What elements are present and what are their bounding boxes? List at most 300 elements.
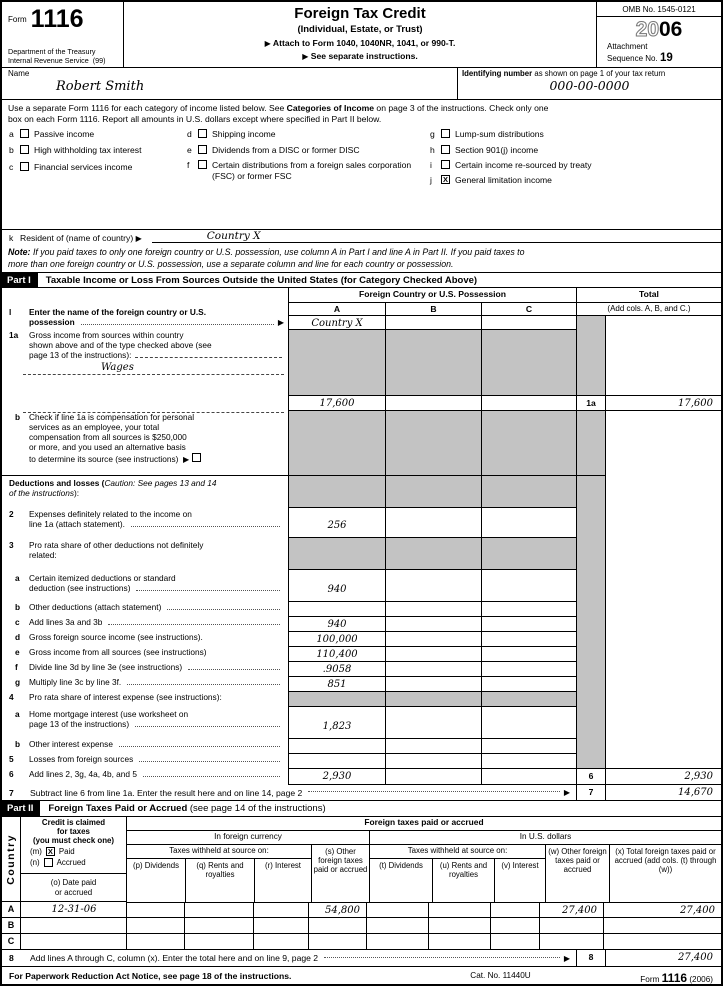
- line-1a-written-entry[interactable]: Wages: [23, 362, 284, 375]
- shaded-cell: [576, 754, 605, 769]
- paid-label: Paid: [58, 847, 75, 857]
- line-8-row: [2, 950, 721, 967]
- line-k-country-input[interactable]: Country X: [152, 230, 721, 243]
- row-c-u-input[interactable]: [428, 934, 490, 949]
- line-1b-number: b: [15, 412, 21, 423]
- part2-header-bar: [2, 801, 721, 817]
- arrow-icon: ▶: [277, 318, 284, 328]
- category-g-checkbox[interactable]: [441, 129, 450, 138]
- line-5-number: 5: [9, 754, 14, 765]
- col-w-header: (w) Other foreign taxes paid or accrued: [545, 845, 609, 902]
- category-f-checkbox[interactable]: [198, 160, 207, 169]
- row-a-v-input[interactable]: [490, 903, 539, 917]
- row-c-v-input[interactable]: [490, 934, 539, 949]
- empty-total-cell: [605, 754, 721, 769]
- dot-leader: [136, 590, 280, 591]
- line-7-total-input[interactable]: 14,670: [605, 785, 721, 800]
- line-k-letter: k: [9, 233, 14, 244]
- part2-taxes-region: [126, 817, 721, 950]
- line-3g-b-input[interactable]: [385, 677, 481, 692]
- shaded-cell: [576, 330, 605, 396]
- line-4-number: 4: [9, 692, 14, 703]
- attachment-sequence: [597, 40, 721, 65]
- shaded-cell: [576, 476, 605, 508]
- empty-total-cell: [605, 662, 721, 677]
- part1-title: Taxable Income or Loss From Sources Outside the United States (for Category Checked Above): [45, 274, 478, 286]
- category-d: [187, 129, 425, 140]
- line-2-number: 2: [9, 509, 14, 520]
- line-3e-b-input[interactable]: [385, 647, 481, 662]
- part2-tag: Part II: [2, 801, 40, 816]
- shaded-cell: [385, 476, 481, 508]
- arrow-icon: ▶: [563, 788, 570, 798]
- part2-title: Foreign Taxes Paid or Accrued (see page 14 of the instructions): [48, 803, 326, 815]
- line-4a-label: a Home mortgage interest (use worksheet on page 13 of the instructions): [2, 707, 288, 739]
- col-o-header: (o) Date paid or accrued: [21, 874, 126, 902]
- accrued-label: Accrued: [56, 857, 86, 867]
- line-4a-value-row: [288, 707, 721, 739]
- form-subtitle: (Individual, Estate, or Trust): [297, 23, 423, 35]
- row-b-s-input[interactable]: [308, 918, 366, 933]
- category-d-label: Shipping income: [212, 129, 276, 140]
- dept-line3: (99): [92, 55, 106, 65]
- line-3a-value-row: [288, 570, 721, 602]
- line-3a-a-input[interactable]: 940: [288, 570, 385, 602]
- row-a-letter: A: [2, 902, 20, 918]
- line-3d-number: d: [15, 632, 21, 643]
- line-3c-number: c: [15, 617, 20, 628]
- form-number-block: [2, 2, 124, 67]
- line-8-row-label: 8: [576, 950, 605, 966]
- line-6-a-input[interactable]: 2,930: [288, 769, 385, 785]
- shaded-cell: [576, 617, 605, 632]
- shaded-cell: [576, 647, 605, 662]
- line-1a-extra-line: [2, 396, 288, 411]
- line-3g-value-row: [288, 677, 721, 692]
- shaded-cell: [576, 602, 605, 617]
- category-f: [187, 160, 425, 181]
- part1-value-columns: [288, 288, 721, 785]
- line-3b-b-input[interactable]: [385, 602, 481, 617]
- us-dollars-header: In U.S. dollars: [369, 831, 721, 844]
- withheld-group-1: [126, 845, 311, 902]
- identifying-number-input[interactable]: 000-00-0000: [549, 78, 630, 94]
- line-l-row: [288, 316, 721, 330]
- empty-total-cell: [605, 330, 721, 396]
- category-j: [430, 175, 718, 186]
- line-l-number: l: [9, 307, 12, 318]
- line-3f-number: f: [15, 662, 18, 673]
- category-d-letter: d: [187, 129, 192, 140]
- line-3b-label: b Other deductions (attach statement): [2, 602, 288, 617]
- line-3e-a-input[interactable]: 110,400: [288, 647, 385, 662]
- row-c-s-input[interactable]: [308, 934, 366, 949]
- line-3e-value-row: [288, 647, 721, 662]
- line-k-row: [2, 229, 721, 244]
- line-2-b-input[interactable]: [385, 508, 481, 538]
- line-3d-value-row: [288, 632, 721, 647]
- category-b-checkbox[interactable]: [20, 145, 29, 154]
- row-b-q-input[interactable]: [184, 918, 253, 933]
- row-a-t-input[interactable]: [366, 903, 428, 917]
- form-number: 1116: [30, 5, 84, 33]
- row-b-w-input[interactable]: [539, 918, 603, 933]
- shaded-cell: [481, 411, 576, 476]
- line-4b-number: b: [15, 739, 21, 750]
- arrow-icon: ▶: [183, 455, 190, 465]
- line-3d-a-input[interactable]: 100,000: [288, 632, 385, 647]
- attachment-label: Attachment: [607, 42, 648, 52]
- shaded-cell: [288, 476, 385, 508]
- shaded-cell: [576, 508, 605, 538]
- see-instruction: ▶ See separate instructions.: [302, 51, 418, 62]
- line-7-number: 7: [9, 787, 14, 798]
- line-7-label: 7 Subtract line 6 from line 1a. Enter the result here and on line 14, page 2 ▶: [9, 787, 570, 798]
- line-3c-b-input[interactable]: [385, 617, 481, 632]
- line-1a-a-input[interactable]: 17,600: [288, 396, 385, 411]
- line-5-a-input[interactable]: [288, 754, 385, 769]
- category-column-3: [430, 129, 718, 190]
- accrued-option: [21, 858, 126, 867]
- part2-row-a: [126, 902, 721, 918]
- shaded-cell: [481, 476, 576, 508]
- categories-of-income-ref: Categories of Income: [286, 103, 375, 113]
- category-g-letter: g: [430, 129, 435, 140]
- line-3f-label: f Divide line 3d by line 3e (see instructions): [2, 662, 288, 677]
- line-2-label: 2 Expenses definitely related to the income on line 1a (attach statement).: [2, 508, 288, 538]
- attach-instruction: ▶ Attach to Form 1040, 1040NR, 1041, or 990-T.: [264, 37, 456, 48]
- line-4b-value-row: [288, 739, 721, 754]
- currency-headers: [126, 831, 721, 845]
- column-headers-row: [126, 845, 721, 902]
- line-3g-number: g: [15, 677, 21, 688]
- dot-leader: [131, 526, 280, 527]
- shaded-cell: [385, 538, 481, 570]
- row-b-x-input[interactable]: [603, 918, 721, 933]
- line-1a-row-label: 1a: [576, 396, 605, 411]
- foreign-currency-header: In foreign currency: [126, 831, 369, 844]
- line-2-a-input[interactable]: 256: [288, 508, 385, 538]
- line-3a-b-input[interactable]: [385, 570, 481, 602]
- form-footer: [2, 967, 721, 985]
- category-h: [430, 145, 718, 156]
- row-a-p-input[interactable]: [126, 903, 184, 917]
- category-g-label: Lump-sum distributions: [455, 129, 544, 140]
- line-1a-value-row: [288, 396, 721, 411]
- line-3f-b-input[interactable]: [385, 662, 481, 677]
- col-q-header: (q) Rents and royalties: [185, 859, 254, 902]
- part2-title-note: (see page 14 of the instructions): [189, 803, 326, 815]
- sequence-label: Sequence No.: [607, 54, 658, 64]
- line-3a-c-input[interactable]: [481, 570, 576, 602]
- category-e-label: Dividends from a DISC or former DISC: [212, 144, 360, 155]
- line-3g-c-input[interactable]: [481, 677, 576, 692]
- shaded-cell: [288, 411, 385, 476]
- arrow-icon: ▶: [135, 234, 142, 244]
- line-6-total-input[interactable]: 2,930: [605, 769, 721, 785]
- category-i-label: Certain income re-sourced by treaty: [455, 159, 592, 170]
- category-j-label: General limitation income: [455, 175, 552, 186]
- dot-leader: [308, 791, 560, 792]
- row-c-date-input[interactable]: [21, 934, 127, 950]
- line-3g-a-input[interactable]: 851: [288, 677, 385, 692]
- dot-leader: [143, 776, 280, 777]
- part2-row-b: [126, 918, 721, 934]
- dot-leader: [324, 957, 560, 958]
- dot-leader: [108, 624, 280, 625]
- note-paragraph: Note: If you paid taxes to only one foreign country or U.S. possession, use column A in Part I and line A in Part II. If you paid taxes to more than one foreign country or U.S. possession, use a separate column and line for each country or possession.: [8, 247, 525, 269]
- line-2-value-row: [288, 508, 721, 538]
- dot-leader: [188, 669, 280, 670]
- line-6-b-input[interactable]: [385, 769, 481, 785]
- column-a-header: A: [288, 303, 385, 316]
- dot-leader: [167, 609, 280, 610]
- shaded-cell: [576, 411, 605, 476]
- line-l-country-c-input[interactable]: [481, 316, 576, 330]
- accrued-letter: (n): [30, 857, 40, 867]
- row-c-p-input[interactable]: [126, 934, 184, 949]
- department-label: [8, 48, 121, 65]
- row-c-q-input[interactable]: [184, 934, 253, 949]
- category-c-checkbox[interactable]: [20, 162, 29, 171]
- year-solid: 06: [659, 18, 683, 42]
- line-4a-c-input[interactable]: [481, 707, 576, 739]
- omb-number: OMB No. 1545-0121: [597, 2, 721, 17]
- category-j-checkbox[interactable]: X: [442, 175, 448, 185]
- row-a-s-input[interactable]: 54,800: [308, 903, 366, 917]
- dot-leader: [127, 684, 280, 685]
- name-label: Name: [8, 69, 30, 78]
- category-a-checkbox[interactable]: [20, 129, 29, 138]
- category-f-label: Certain distributions from a foreign sales corporation (FSC) or former FSC: [212, 159, 412, 181]
- empty-total-cell: [605, 617, 721, 632]
- line-3g-label: g Multiply line 3c by line 3f.: [2, 677, 288, 692]
- name-input[interactable]: Robert Smith: [56, 79, 145, 95]
- line-4a-number: a: [15, 709, 20, 720]
- shaded-cell: [481, 538, 576, 570]
- total-subheader: (Add cols. A, B, and C.): [576, 303, 721, 316]
- category-c: [9, 162, 181, 173]
- note-label: Note:: [8, 247, 31, 258]
- identifying-number-block: [457, 68, 721, 99]
- line-4b-c-input[interactable]: [481, 739, 576, 754]
- line-3c-c-input[interactable]: [481, 617, 576, 632]
- row-c-letter: C: [2, 934, 20, 950]
- line-3b-a-input[interactable]: [288, 602, 385, 617]
- paid-checkbox[interactable]: X: [47, 847, 53, 857]
- row-a-u-input[interactable]: [428, 903, 490, 917]
- part2-country-column: [2, 817, 20, 950]
- category-j-letter: j: [430, 175, 432, 186]
- footer-form-number: 1116: [661, 971, 688, 986]
- foreign-taxes-header: Foreign taxes paid or accrued: [126, 817, 721, 831]
- accrued-checkbox[interactable]: [44, 858, 53, 867]
- line-3d-label: d Gross foreign source income (see instructions).: [15, 632, 203, 643]
- column-c-header: C: [481, 303, 576, 316]
- line-6-number: 6: [9, 769, 14, 780]
- line-6-value-row: [288, 769, 721, 785]
- line-4a-b-input[interactable]: [385, 707, 481, 739]
- intro-paragraph: Use a separate Form 1116 for each category of income listed below. See Categories of Income on page 3 of the instructions. Check only one box on each Form 1116. Report all amounts in U.S. dollars except where specified in Part II below.: [8, 103, 549, 124]
- shaded-cell: [576, 662, 605, 677]
- row-b-t-input[interactable]: [366, 918, 428, 933]
- line-1a-c-input[interactable]: [481, 396, 576, 411]
- deductions-header: Deductions and losses (Caution: See pages 13 and 14 of the instructions):: [9, 478, 217, 499]
- category-column-1: [9, 129, 181, 177]
- line-1a-shaded-block: [288, 330, 721, 396]
- name-field-block: [2, 68, 457, 99]
- row-b-letter: B: [2, 918, 20, 934]
- line-7-row-label: 7: [576, 785, 605, 800]
- column-b-header: B: [385, 303, 481, 316]
- part1-label-column: [2, 288, 288, 785]
- shaded-cell: [288, 330, 385, 396]
- dot-leader: [119, 746, 280, 747]
- row-a-x-input[interactable]: 27,400: [603, 903, 721, 917]
- row-a-r-input[interactable]: [253, 903, 308, 917]
- line-3a-number: a: [15, 573, 20, 584]
- paid-letter: (m): [30, 847, 42, 857]
- category-h-checkbox[interactable]: [441, 145, 450, 154]
- shaded-cell: [576, 677, 605, 692]
- line-3e-c-input[interactable]: [481, 647, 576, 662]
- line-3d-c-input[interactable]: [481, 632, 576, 647]
- shaded-cell: [576, 632, 605, 647]
- line-3e-number: e: [15, 647, 20, 658]
- form-header: [2, 2, 721, 68]
- line-1a-number: 1a: [9, 330, 19, 341]
- line-4b-label: b Other interest expense: [2, 739, 288, 754]
- col-p-header: (p) Dividends: [133, 861, 179, 871]
- paperwork-notice: For Paperwork Reduction Act Notice, see page 18 of the instructions.: [9, 971, 292, 982]
- line-1b-checkbox[interactable]: [192, 453, 201, 462]
- line-4a-a-input[interactable]: 1,823: [288, 707, 385, 739]
- col-t-header: (t) Dividends: [379, 861, 423, 871]
- line-6-c-input[interactable]: [481, 769, 576, 785]
- category-d-checkbox[interactable]: [198, 129, 207, 138]
- shaded-cell: [481, 692, 576, 707]
- category-e: [187, 145, 425, 156]
- part1-table: [2, 288, 721, 785]
- row-a-w-input[interactable]: 27,400: [539, 903, 603, 917]
- line-3d-b-input[interactable]: [385, 632, 481, 647]
- credit-claimed-header: Credit is claimed for taxes (you must check one) (m) X Paid (n) Accrued: [21, 817, 126, 874]
- category-b-label: High withholding tax interest: [34, 144, 142, 155]
- line-2-c-input[interactable]: [481, 508, 576, 538]
- sequence-number: 19: [659, 52, 673, 65]
- empty-total-cell: [605, 538, 721, 570]
- part1-tag: Part I: [2, 273, 38, 287]
- empty-total-cell: [605, 739, 721, 754]
- footer-form-id: Form 1116 (2006): [640, 971, 713, 986]
- line-5-c-input[interactable]: [481, 754, 576, 769]
- row-a-date-input[interactable]: 12-31-06: [21, 902, 127, 918]
- shaded-cell: [385, 411, 481, 476]
- line-3e-label: e Gross income from all sources (see instructions): [15, 647, 207, 658]
- line-1a-total-input[interactable]: 17,600: [605, 396, 721, 411]
- line-l-country-a-input[interactable]: Country X: [288, 316, 385, 330]
- shaded-cell: [576, 538, 605, 570]
- empty-total-cell: [605, 316, 721, 330]
- part1-column-letters: [288, 303, 721, 316]
- line-4b-b-input[interactable]: [385, 739, 481, 754]
- part1-column-group-header: [288, 288, 721, 303]
- row-b-p-input[interactable]: [126, 918, 184, 933]
- line-3f-a-input[interactable]: .9058: [288, 662, 385, 677]
- line-1a-b-input[interactable]: [385, 396, 481, 411]
- category-e-checkbox[interactable]: [198, 145, 207, 154]
- form-title-block: [124, 2, 596, 67]
- category-i: [430, 160, 718, 171]
- part2-row-c: [126, 934, 721, 950]
- empty-total-cell: [605, 570, 721, 602]
- row-b-u-input[interactable]: [428, 918, 490, 933]
- col-s-header: (s) Other foreign taxes paid or accrued: [311, 845, 369, 902]
- row-b-v-input[interactable]: [490, 918, 539, 933]
- fill-in-line: [135, 357, 282, 358]
- line-4-shaded-block: [288, 692, 721, 707]
- line-3c-a-input[interactable]: 940: [288, 617, 385, 632]
- category-i-letter: i: [430, 159, 432, 170]
- line-3f-c-input[interactable]: [481, 662, 576, 677]
- empty-total-cell: [605, 508, 721, 538]
- total-header: Total: [576, 288, 721, 303]
- withheld-1-header: Taxes withheld at source on:: [127, 845, 311, 859]
- row-b-r-input[interactable]: [253, 918, 308, 933]
- form-title: Foreign Tax Credit: [294, 5, 426, 22]
- line-l-country-b-input[interactable]: [385, 316, 481, 330]
- line-3c-label: c Add lines 3a and 3b: [2, 617, 288, 632]
- line-4-label: 4 Pro rata share of interest expense (see instructions):: [9, 692, 222, 703]
- line-k-label: Resident of (name of country): [20, 233, 134, 244]
- row-c-r-input[interactable]: [253, 934, 308, 949]
- line-1a-label: 1a Gross income from sources within country shown above and of the type checked above (see page 13 of the instructions): Wages: [2, 330, 288, 396]
- row-c-t-input[interactable]: [366, 934, 428, 949]
- line-8-total-input[interactable]: 27,400: [605, 950, 721, 966]
- row-c-x-input[interactable]: [603, 934, 721, 949]
- category-c-letter: c: [9, 162, 14, 173]
- col-v-header: (v) Interest: [494, 859, 545, 902]
- shaded-cell: [576, 739, 605, 754]
- empty-total-cell: [605, 692, 721, 707]
- row-b-date-input[interactable]: [21, 918, 127, 934]
- shaded-cell: [576, 316, 605, 330]
- category-i-checkbox[interactable]: [441, 160, 450, 169]
- identifying-number-label: Identifying number as shown on page 1 of your tax return: [462, 69, 666, 78]
- arrow-icon: ▶: [302, 52, 309, 62]
- line-3b-c-input[interactable]: [481, 602, 576, 617]
- dot-leader: [81, 324, 274, 325]
- empty-total-cell: [605, 411, 721, 476]
- row-c-w-input[interactable]: [539, 934, 603, 949]
- category-column-2: [187, 129, 425, 185]
- line-3b-value-row: [288, 602, 721, 617]
- line-5-value-row: [288, 754, 721, 769]
- line-4b-a-input[interactable]: [288, 739, 385, 754]
- category-a-letter: a: [9, 129, 14, 140]
- tax-year: [597, 17, 721, 40]
- part1-header-bar: [2, 272, 721, 288]
- part2-table: [2, 817, 721, 950]
- paid-option: [21, 847, 126, 856]
- identity-row: [2, 68, 721, 100]
- shaded-cell: [385, 692, 481, 707]
- deductions-shaded-block: [288, 476, 721, 508]
- line-3-number: 3: [9, 540, 14, 551]
- shaded-cell: [481, 330, 576, 396]
- row-a-q-input[interactable]: [184, 903, 253, 917]
- line-5-b-input[interactable]: [385, 754, 481, 769]
